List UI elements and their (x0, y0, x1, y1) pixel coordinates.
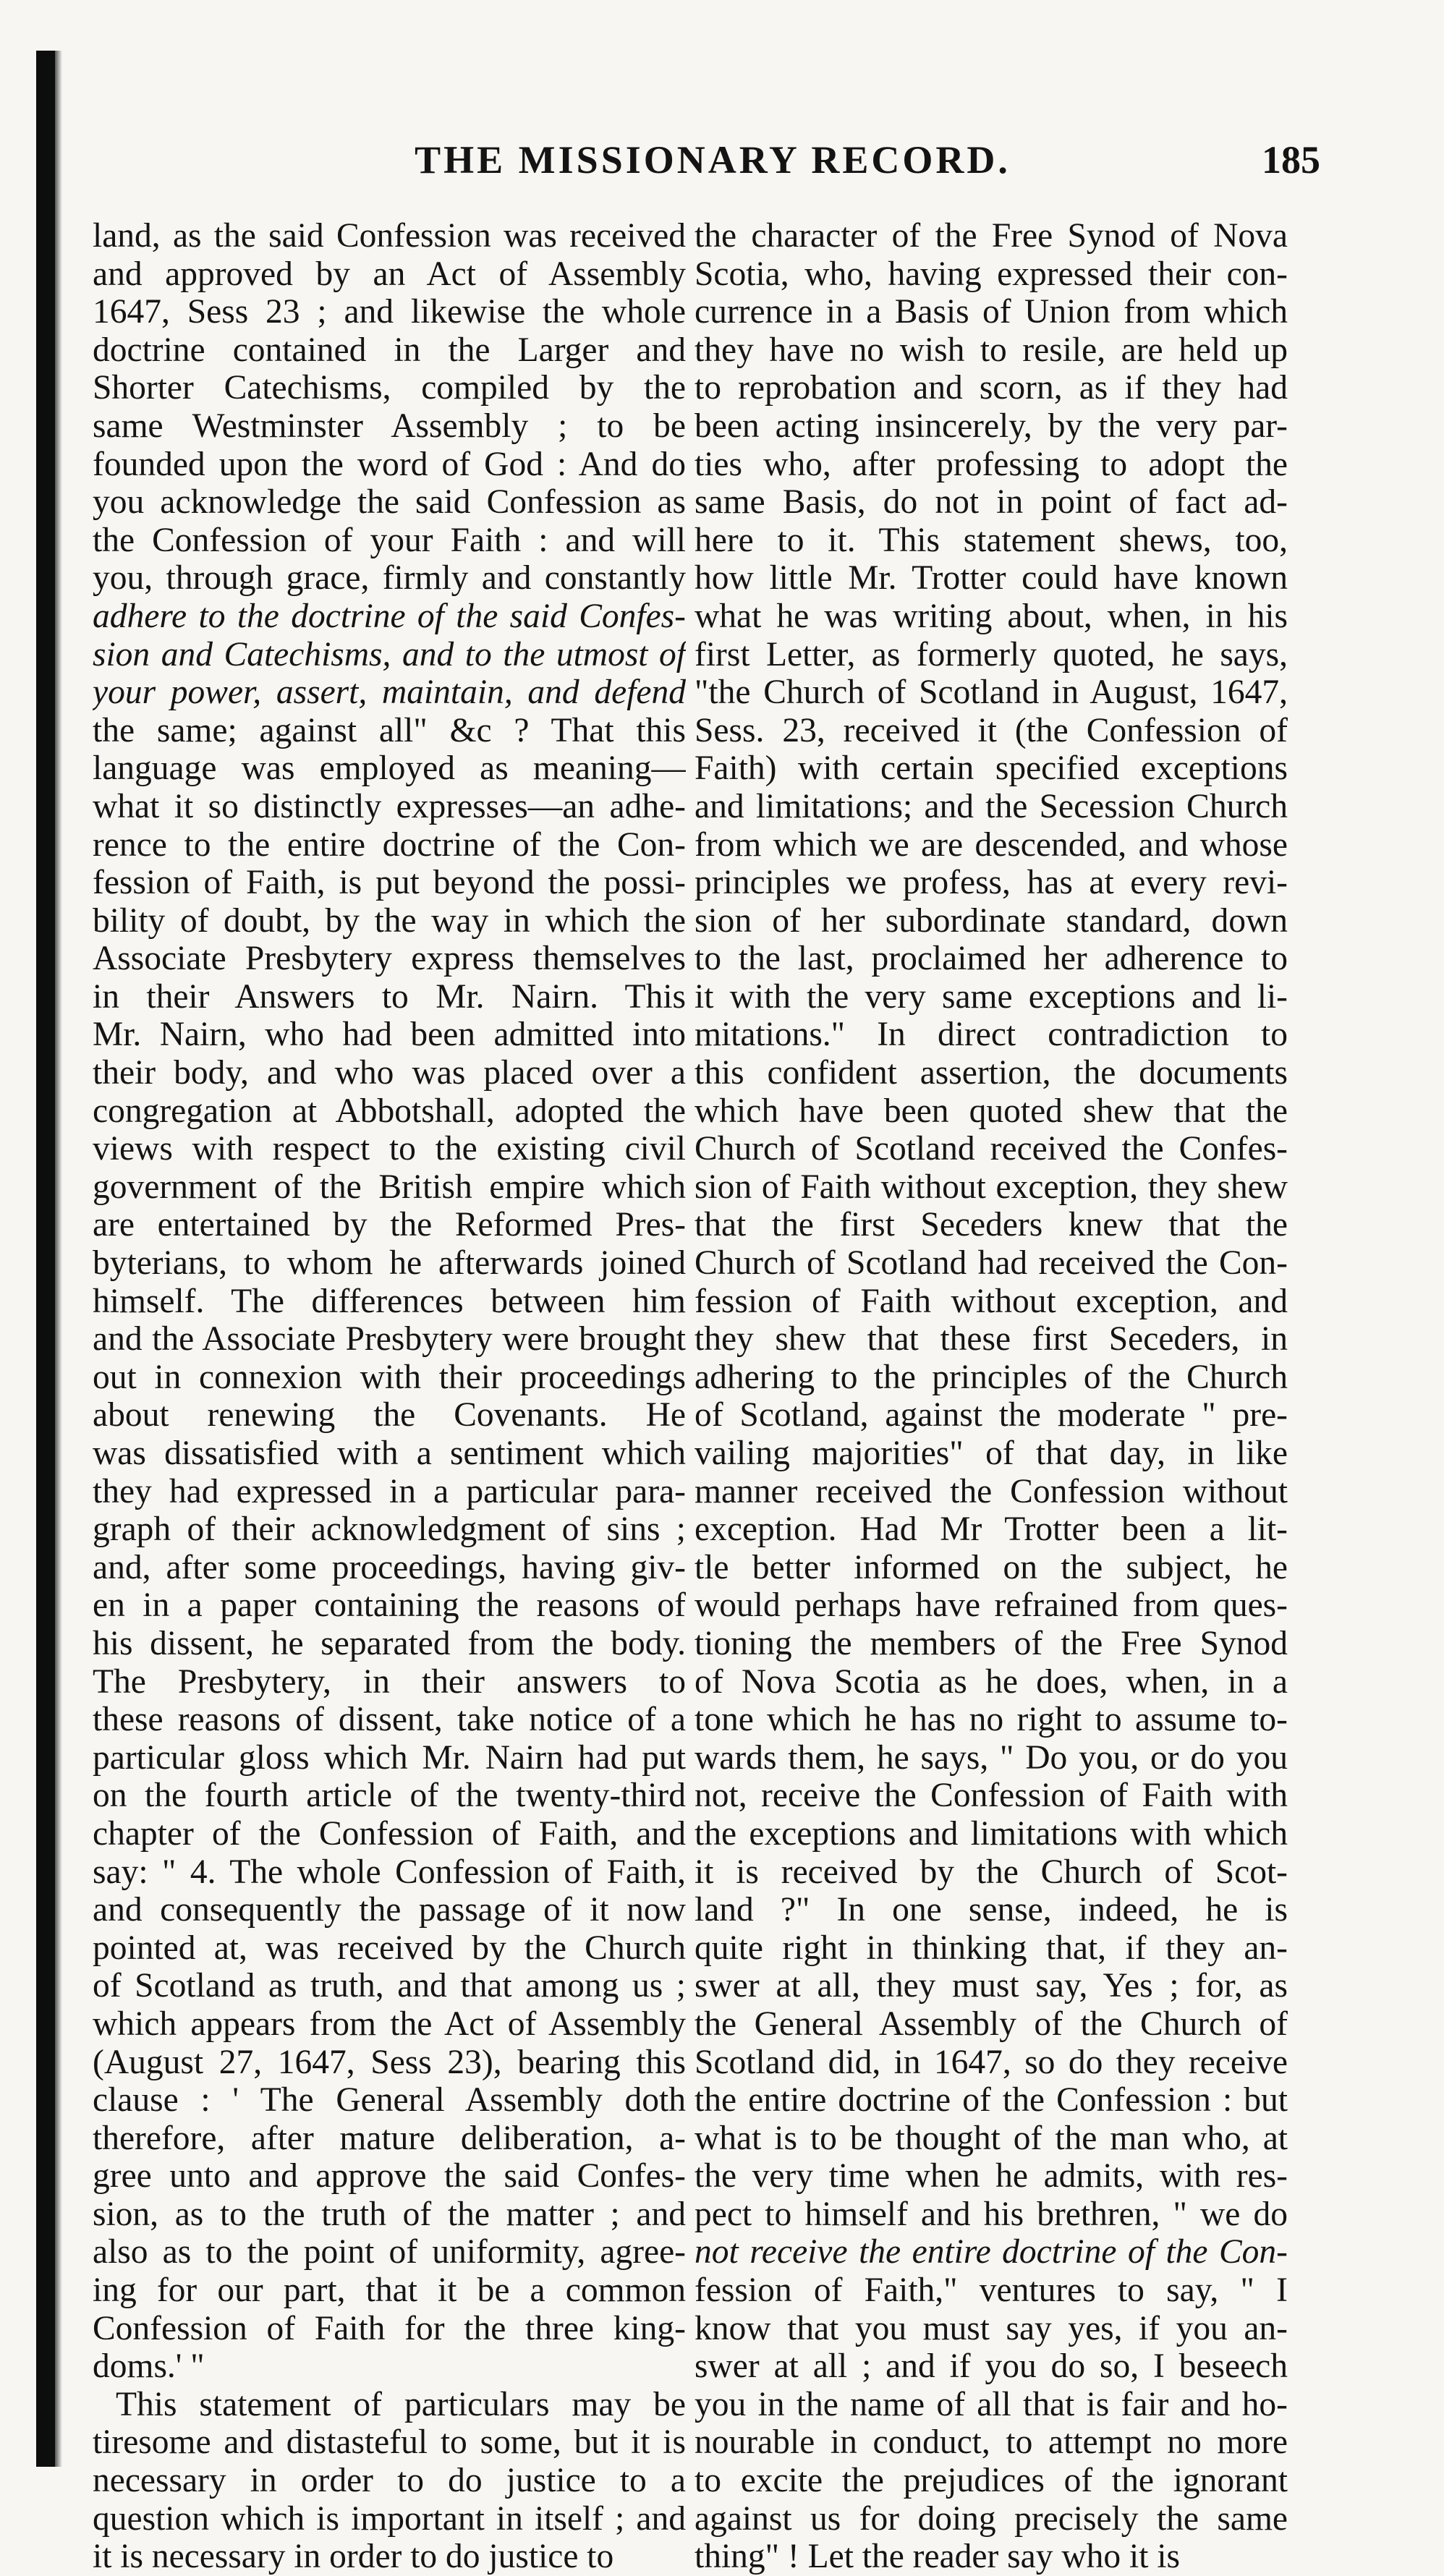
text-line: out in connexion with their proceedings (93, 1358, 686, 1396)
text-line: sion of Faith without exception, they shew (695, 1168, 1288, 1206)
text-line: swer at all, they must say, Yes ; for, as (695, 1967, 1288, 2005)
text-line: language was employed as meaning— (93, 749, 686, 788)
text-line: in their Answers to Mr. Nairn. This (93, 977, 686, 1016)
text-line: clause : ' The General Assembly doth (93, 2081, 686, 2120)
text-line: know that you must say yes, if you an- (695, 2309, 1288, 2347)
text-line: are entertained by the Reformed Pres- (93, 1206, 686, 1244)
text-line: the same; against all" &c ? That this (93, 711, 686, 749)
right-column (695, 217, 1288, 2576)
text-line: to the last, proclaimed her adherence to (695, 940, 1288, 978)
text-line: Scotland did, in 1647, so do they receive (695, 2043, 1288, 2081)
text-line: land, as the said Confession was received (93, 217, 686, 255)
text-line: tioning the members of the Free Synod (695, 1624, 1288, 1662)
text-line: of Nova Scotia as he does, when, in a (695, 1662, 1288, 1701)
binding-edge (36, 51, 55, 2467)
text-line: exception. Had Mr Trotter been a lit- (695, 1510, 1288, 1549)
text-line: which have been quoted shew that the (695, 1092, 1288, 1130)
text-line: vailing majorities" of that day, in like (695, 1434, 1288, 1472)
text-line: views with respect to the existing civil (93, 1130, 686, 1168)
binding-shadow (55, 51, 62, 2467)
running-head (98, 137, 1328, 188)
text-line: pect to himself and his brethren, " we do (695, 2195, 1288, 2233)
text-line: you acknowledge the said Confession as (93, 483, 686, 522)
text-line: swer at all ; and if you do so, I beseech (695, 2347, 1288, 2386)
text-line: thing" ! Let the reader say who it is (695, 2538, 1181, 2576)
text-line: say: " 4. The whole Confession of Faith, (93, 1853, 686, 1891)
text-line: therefore, after mature deliberation, a- (93, 2119, 686, 2157)
text-line: sion of her subordinate standard, down (695, 901, 1288, 940)
text-line: how little Mr. Trotter could have known (695, 559, 1288, 598)
left-column (93, 217, 686, 2576)
text-line: what he was writing about, when, in his (695, 597, 1288, 635)
text-line: it is necessary in order to do justice to (93, 2538, 614, 2576)
text-line: ties who, after professing to adopt the (695, 445, 1288, 483)
text-line: quite right in thinking that, if they an- (695, 1929, 1288, 1967)
text-line: question which is important in itself ; and (93, 2499, 686, 2538)
text-line: and, after some proceedings, having giv- (93, 1548, 686, 1586)
text-line: currence in a Basis of Union from which (695, 293, 1288, 331)
text-line: this confident assertion, the documents (695, 1054, 1288, 1092)
text-line: Shorter Catechisms, compiled by the (93, 369, 686, 407)
text-line: that the first Seceders knew that the (695, 1206, 1288, 1244)
text-line: the entire doctrine of the Confession : but (695, 2081, 1288, 2120)
text-line: from which we are descended, and whose (695, 825, 1288, 864)
text-line: gree unto and approve the said Confes- (93, 2157, 686, 2195)
text-line: same Basis, do not in point of fact ad- (695, 483, 1288, 522)
text-line: they have no wish to resile, are held up (695, 331, 1288, 369)
text-line: what is to be thought of the man who, at (695, 2119, 1288, 2157)
text-line: which appears from the Act of Assembly (93, 2005, 686, 2043)
text-line: Associate Presbytery express themselves (93, 940, 686, 978)
text-line: and limitations; and the Secession Church (695, 787, 1288, 825)
text-line: Scotia, who, having expressed their con- (695, 255, 1288, 293)
text-line: would perhaps have refrained from ques- (695, 1586, 1288, 1625)
text-line: "the Church of Scotland in August, 1647, (695, 673, 1288, 712)
text-line: they shew that these first Seceders, in (695, 1320, 1288, 1359)
text-line: also as to the point of uniformity, agree- (93, 2233, 686, 2271)
text-line: been acting insincerely, by the very par- (695, 407, 1288, 445)
text-line: they had expressed in a particular para- (93, 1472, 686, 1510)
text-line: about renewing the Covenants. He (93, 1396, 686, 1434)
text-line: en in a paper containing the reasons of (93, 1586, 686, 1625)
text-line: tle better informed on the subject, he (695, 1548, 1288, 1586)
text-line: chapter of the Confession of Faith, and (93, 1814, 686, 1853)
text-line: particular gloss which Mr. Nairn had put (93, 1738, 686, 1777)
text-line: against us for doing precisely the same (695, 2499, 1288, 2538)
text-line: Church of Scotland received the Confes- (695, 1130, 1288, 1168)
text-line: rence to the entire doctrine of the Con- (93, 825, 686, 864)
text-line: fession of Faith, is put beyond the possi- (93, 864, 686, 902)
text-line: fession of Faith without exception, and (695, 1282, 1288, 1320)
text-line: first Letter, as formerly quoted, he says, (695, 635, 1288, 673)
page-number: 185 (1262, 138, 1320, 182)
text-line: to excite the prejudices of the ignorant (695, 2462, 1288, 2500)
text-line: on the fourth article of the twenty-third (93, 1777, 686, 1815)
text-line: Mr. Nairn, who had been admitted into (93, 1016, 686, 1054)
text-line: of Scotland, against the moderate " pre- (695, 1396, 1288, 1434)
text-line: not, receive the Confession of Faith with (695, 1777, 1288, 1815)
text-line: his dissent, he separated from the body. (93, 1624, 686, 1662)
text-line: Faith) with certain specified exceptions (695, 749, 1288, 788)
text-line: the General Assembly of the Church of (695, 2005, 1288, 2043)
text-line: Confession of Faith for the three king- (93, 2309, 686, 2347)
running-title: THE MISSIONARY RECORD. (415, 138, 1011, 182)
text-line: tone which he has no right to assume to- (695, 1701, 1288, 1739)
text-line: the exceptions and limitations with which (695, 1814, 1288, 1853)
text-line: was dissatisfied with a sentiment which (93, 1434, 686, 1472)
text-line: 1647, Sess 23 ; and likewise the whole (93, 293, 686, 331)
text-line: adhering to the principles of the Church (695, 1358, 1288, 1396)
text-line: these reasons of dissent, take notice of a (93, 1701, 686, 1739)
text-line: Sess. 23, received it (the Confession of (695, 711, 1288, 749)
text-line: This statement of particulars may be (116, 2385, 686, 2423)
text-line: ing for our part, that it be a common (93, 2271, 686, 2310)
text-line: fession of Faith," ventures to say, " I (695, 2271, 1288, 2310)
text-line: doctrine contained in the Larger and (93, 331, 686, 369)
text-line: you, through grace, firmly and constantly (93, 559, 686, 598)
text-line: the very time when he admits, with res- (695, 2157, 1288, 2195)
text-line: adhere to the doctrine of the said Confes- (93, 597, 686, 635)
text-line: principles we profess, has at every revi- (695, 864, 1288, 902)
text-line: Church of Scotland had received the Con- (695, 1244, 1288, 1283)
text-line: The Presbytery, in their answers to (93, 1662, 686, 1701)
text-line: you in the name of all that is fair and ho- (695, 2385, 1288, 2423)
text-line: byterians, to whom he afterwards joined (93, 1244, 686, 1283)
text-line: of Scotland as truth, and that among us ; (93, 1967, 686, 2005)
text-line: and consequently the passage of it now (93, 1891, 686, 1929)
text-line: himself. The differences between him (93, 1282, 686, 1320)
text-line: nourable in conduct, to attempt no more (695, 2423, 1288, 2462)
text-line: it with the very same exceptions and li- (695, 977, 1288, 1016)
text-line: (August 27, 1647, Sess 23), bearing this (93, 2043, 686, 2081)
text-line: graph of their acknowledgment of sins ; (93, 1510, 686, 1549)
text-line: tiresome and distasteful to some, but it is (93, 2423, 686, 2462)
text-line: the character of the Free Synod of Nova (695, 217, 1288, 255)
text-line: same Westminster Assembly ; to be (93, 407, 686, 445)
text-line: and the Associate Presbytery were brought (93, 1320, 686, 1359)
text-line: your power, assert, maintain, and defend (93, 673, 686, 712)
text-line: founded upon the word of God : And do (93, 445, 686, 483)
text-line: manner received the Confession without (695, 1472, 1288, 1510)
text-line: congregation at Abbotshall, adopted the (93, 1092, 686, 1130)
text-line: necessary in order to do justice to a (93, 2462, 686, 2500)
text-line: land ?" In one sense, indeed, he is (695, 1891, 1288, 1929)
text-line: doms.' " (93, 2347, 205, 2386)
text-line: pointed at, was received by the Church (93, 1929, 686, 1967)
text-line: it is received by the Church of Scot- (695, 1853, 1288, 1891)
text-line: not receive the entire doctrine of the Con- (695, 2233, 1288, 2271)
text-line: their body, and who was placed over a (93, 1054, 686, 1092)
text-line: sion and Catechisms, and to the utmost of (93, 635, 686, 673)
text-line: government of the British empire which (93, 1168, 686, 1206)
text-line: bility of doubt, by the way in which the (93, 901, 686, 940)
text-line: and approved by an Act of Assembly (93, 255, 686, 293)
text-line: here to it. This statement shews, too, (695, 521, 1288, 559)
text-line: the Confession of your Faith : and will (93, 521, 686, 559)
text-line: to reprobation and scorn, as if they had (695, 369, 1288, 407)
text-line: mitations." In direct contradiction to (695, 1016, 1288, 1054)
text-line: what it so distinctly expresses—an adhe- (93, 787, 686, 825)
text-line: sion, as to the truth of the matter ; and (93, 2195, 686, 2233)
text-line: wards them, he says, " Do you, or do you (695, 1738, 1288, 1777)
